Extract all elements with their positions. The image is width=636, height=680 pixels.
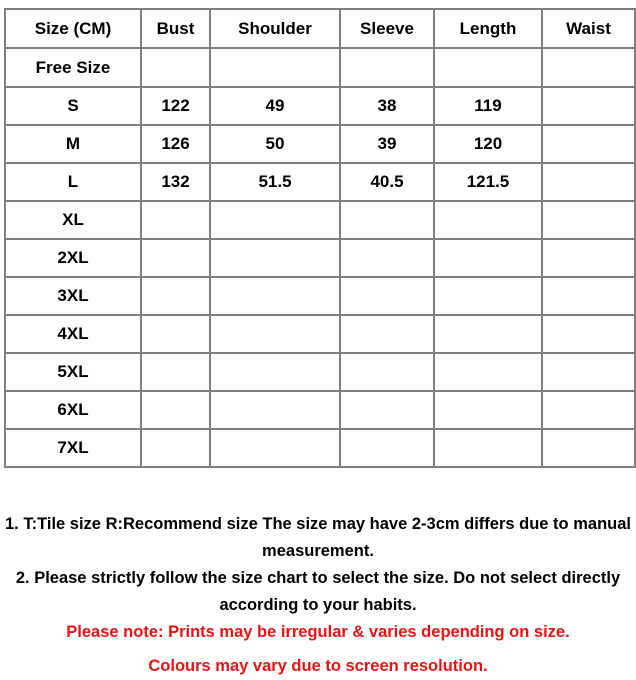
cell-waist [542,429,635,467]
cell-shoulder [210,48,340,87]
header-shoulder: Shoulder [210,9,340,48]
cell-size: 3XL [5,277,141,315]
table-row [5,315,635,353]
table-row [5,48,635,87]
cell-sleeve [340,315,434,353]
table-header-row [5,9,635,48]
cell-size: 7XL [5,429,141,467]
cell-bust [141,239,210,277]
cell-length [434,315,542,353]
cell-shoulder: 50 [210,125,340,163]
cell-size: L [5,163,141,201]
cell-size: 5XL [5,353,141,391]
cell-shoulder: 49 [210,87,340,125]
cell-shoulder [210,315,340,353]
table-row [5,125,635,163]
cell-size: Free Size [5,48,141,87]
cell-size: 2XL [5,239,141,277]
warning-prints: Please note: Prints may be irregular & varies depending on size. [66,623,570,641]
cell-bust [141,201,210,239]
table-row [5,239,635,277]
cell-size: 4XL [5,315,141,353]
table-row [5,163,635,201]
cell-size: XL [5,201,141,239]
cell-waist [542,277,635,315]
cell-length [434,239,542,277]
cell-sleeve [340,391,434,429]
cell-shoulder [210,277,340,315]
table-row [5,353,635,391]
table-row [5,429,635,467]
cell-size: M [5,125,141,163]
warning-colours: Colours may vary due to screen resolution. [148,657,488,675]
cell-shoulder: 51.5 [210,163,340,201]
cell-waist [542,391,635,429]
cell-bust: 132 [141,163,210,201]
cell-sleeve [340,277,434,315]
note-follow-chart: 2. Please strictly follow the size chart to select the size. Do not select directly according to your habits. [15,569,621,614]
table-row [5,391,635,429]
cell-size: 6XL [5,391,141,429]
cell-length: 121.5 [434,163,542,201]
cell-waist [542,125,635,163]
cell-bust [141,277,210,315]
cell-sleeve [340,48,434,87]
cell-bust [141,315,210,353]
note-measurement: 1. T:Tile size R:Recommend size The size may have 2-3cm differs due to manual measurement. [5,515,631,560]
cell-bust [141,429,210,467]
cell-shoulder [210,391,340,429]
cell-length [434,429,542,467]
cell-length [434,353,542,391]
cell-waist [542,87,635,125]
cell-sleeve: 40.5 [340,163,434,201]
cell-bust: 122 [141,87,210,125]
cell-length [434,277,542,315]
cell-shoulder [210,353,340,391]
header-length: Length [434,9,542,48]
cell-length [434,201,542,239]
cell-length: 119 [434,87,542,125]
cell-length [434,391,542,429]
cell-waist [542,163,635,201]
cell-sleeve [340,429,434,467]
cell-shoulder [210,201,340,239]
cell-bust [141,353,210,391]
header-size: Size (CM) [5,9,141,48]
cell-bust [141,48,210,87]
cell-waist [542,353,635,391]
cell-waist [542,315,635,353]
table-row [5,277,635,315]
table-row [5,201,635,239]
table-row [5,87,635,125]
cell-bust [141,391,210,429]
cell-size: S [5,87,141,125]
cell-bust: 126 [141,125,210,163]
cell-sleeve [340,239,434,277]
size-notes [0,511,636,680]
cell-sleeve: 38 [340,87,434,125]
cell-sleeve: 39 [340,125,434,163]
header-bust: Bust [141,9,210,48]
cell-shoulder [210,429,340,467]
cell-waist [542,48,635,87]
cell-waist [542,239,635,277]
size-chart-table [4,8,636,468]
cell-sleeve [340,201,434,239]
cell-sleeve [340,353,434,391]
cell-shoulder [210,239,340,277]
cell-waist [542,201,635,239]
header-waist: Waist [542,9,635,48]
header-sleeve: Sleeve [340,9,434,48]
cell-length: 120 [434,125,542,163]
cell-length [434,48,542,87]
